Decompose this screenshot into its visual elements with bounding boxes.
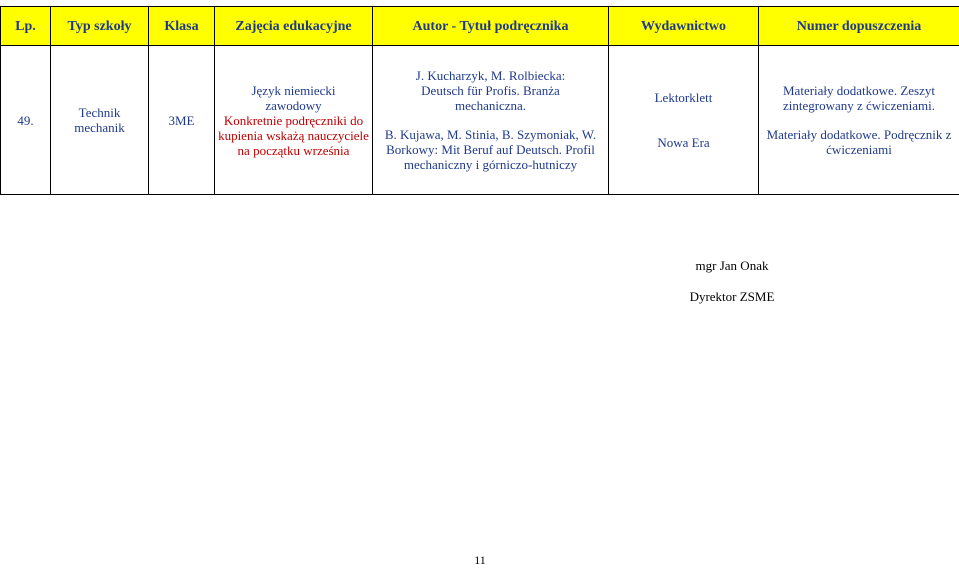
table-row xyxy=(1,46,959,195)
zajecia-note: Konkretnie podręczniki do kupienia wskażą nauczyciele na początku września xyxy=(217,113,370,158)
autor-entry-1: J. Kucharzyk, M. Rolbiecka: Deutsch für Profis. Branża mechaniczna. xyxy=(375,68,606,113)
header-lp: Lp. xyxy=(1,7,51,46)
cell-numer xyxy=(759,46,959,195)
wydawnictwo-entry-1: Lektorklett xyxy=(611,90,756,105)
page-number: 11 xyxy=(460,553,500,568)
numer-entry-1: Materiały dodatkowe. Zeszyt zintegrowany z ćwiczeniami. xyxy=(761,83,957,113)
textbook-table xyxy=(0,6,959,195)
wydawnictwo-entry-2: Nowa Era xyxy=(611,135,756,150)
typ-szkoly-text: Technik mechanik xyxy=(53,105,146,135)
header-wydawnictwo: Wydawnictwo xyxy=(609,7,759,46)
header-zajecia: Zajęcia edukacyjne xyxy=(215,7,373,46)
header-autor-tytul: Autor - Tytuł podręcznika xyxy=(373,7,609,46)
header-klasa: Klasa xyxy=(149,7,215,46)
cell-typ-szkoly xyxy=(51,46,149,195)
zajecia-title: Język niemiecki zawodowy xyxy=(217,83,370,113)
signature-position: Dyrektor ZSME xyxy=(632,289,832,305)
cell-zajecia xyxy=(215,46,373,195)
autor-entry-2: B. Kujawa, M. Stinia, B. Szymoniak, W. Borkowy: Mit Beruf auf Deutsch. Profil mechaniczny i górniczo-hutniczy xyxy=(375,127,606,172)
cell-autor-tytul xyxy=(373,46,609,195)
signature-name: mgr Jan Onak xyxy=(632,258,832,274)
numer-entry-2: Materiały dodatkowe. Podręcznik z ćwiczeniami xyxy=(761,127,957,157)
cell-lp: 49. xyxy=(1,46,51,195)
header-row xyxy=(1,7,959,46)
cell-wydawnictwo xyxy=(609,46,759,195)
cell-klasa: 3ME xyxy=(149,46,215,195)
header-typ-szkoly: Typ szkoły xyxy=(51,7,149,46)
header-numer: Numer dopuszczenia xyxy=(759,7,959,46)
